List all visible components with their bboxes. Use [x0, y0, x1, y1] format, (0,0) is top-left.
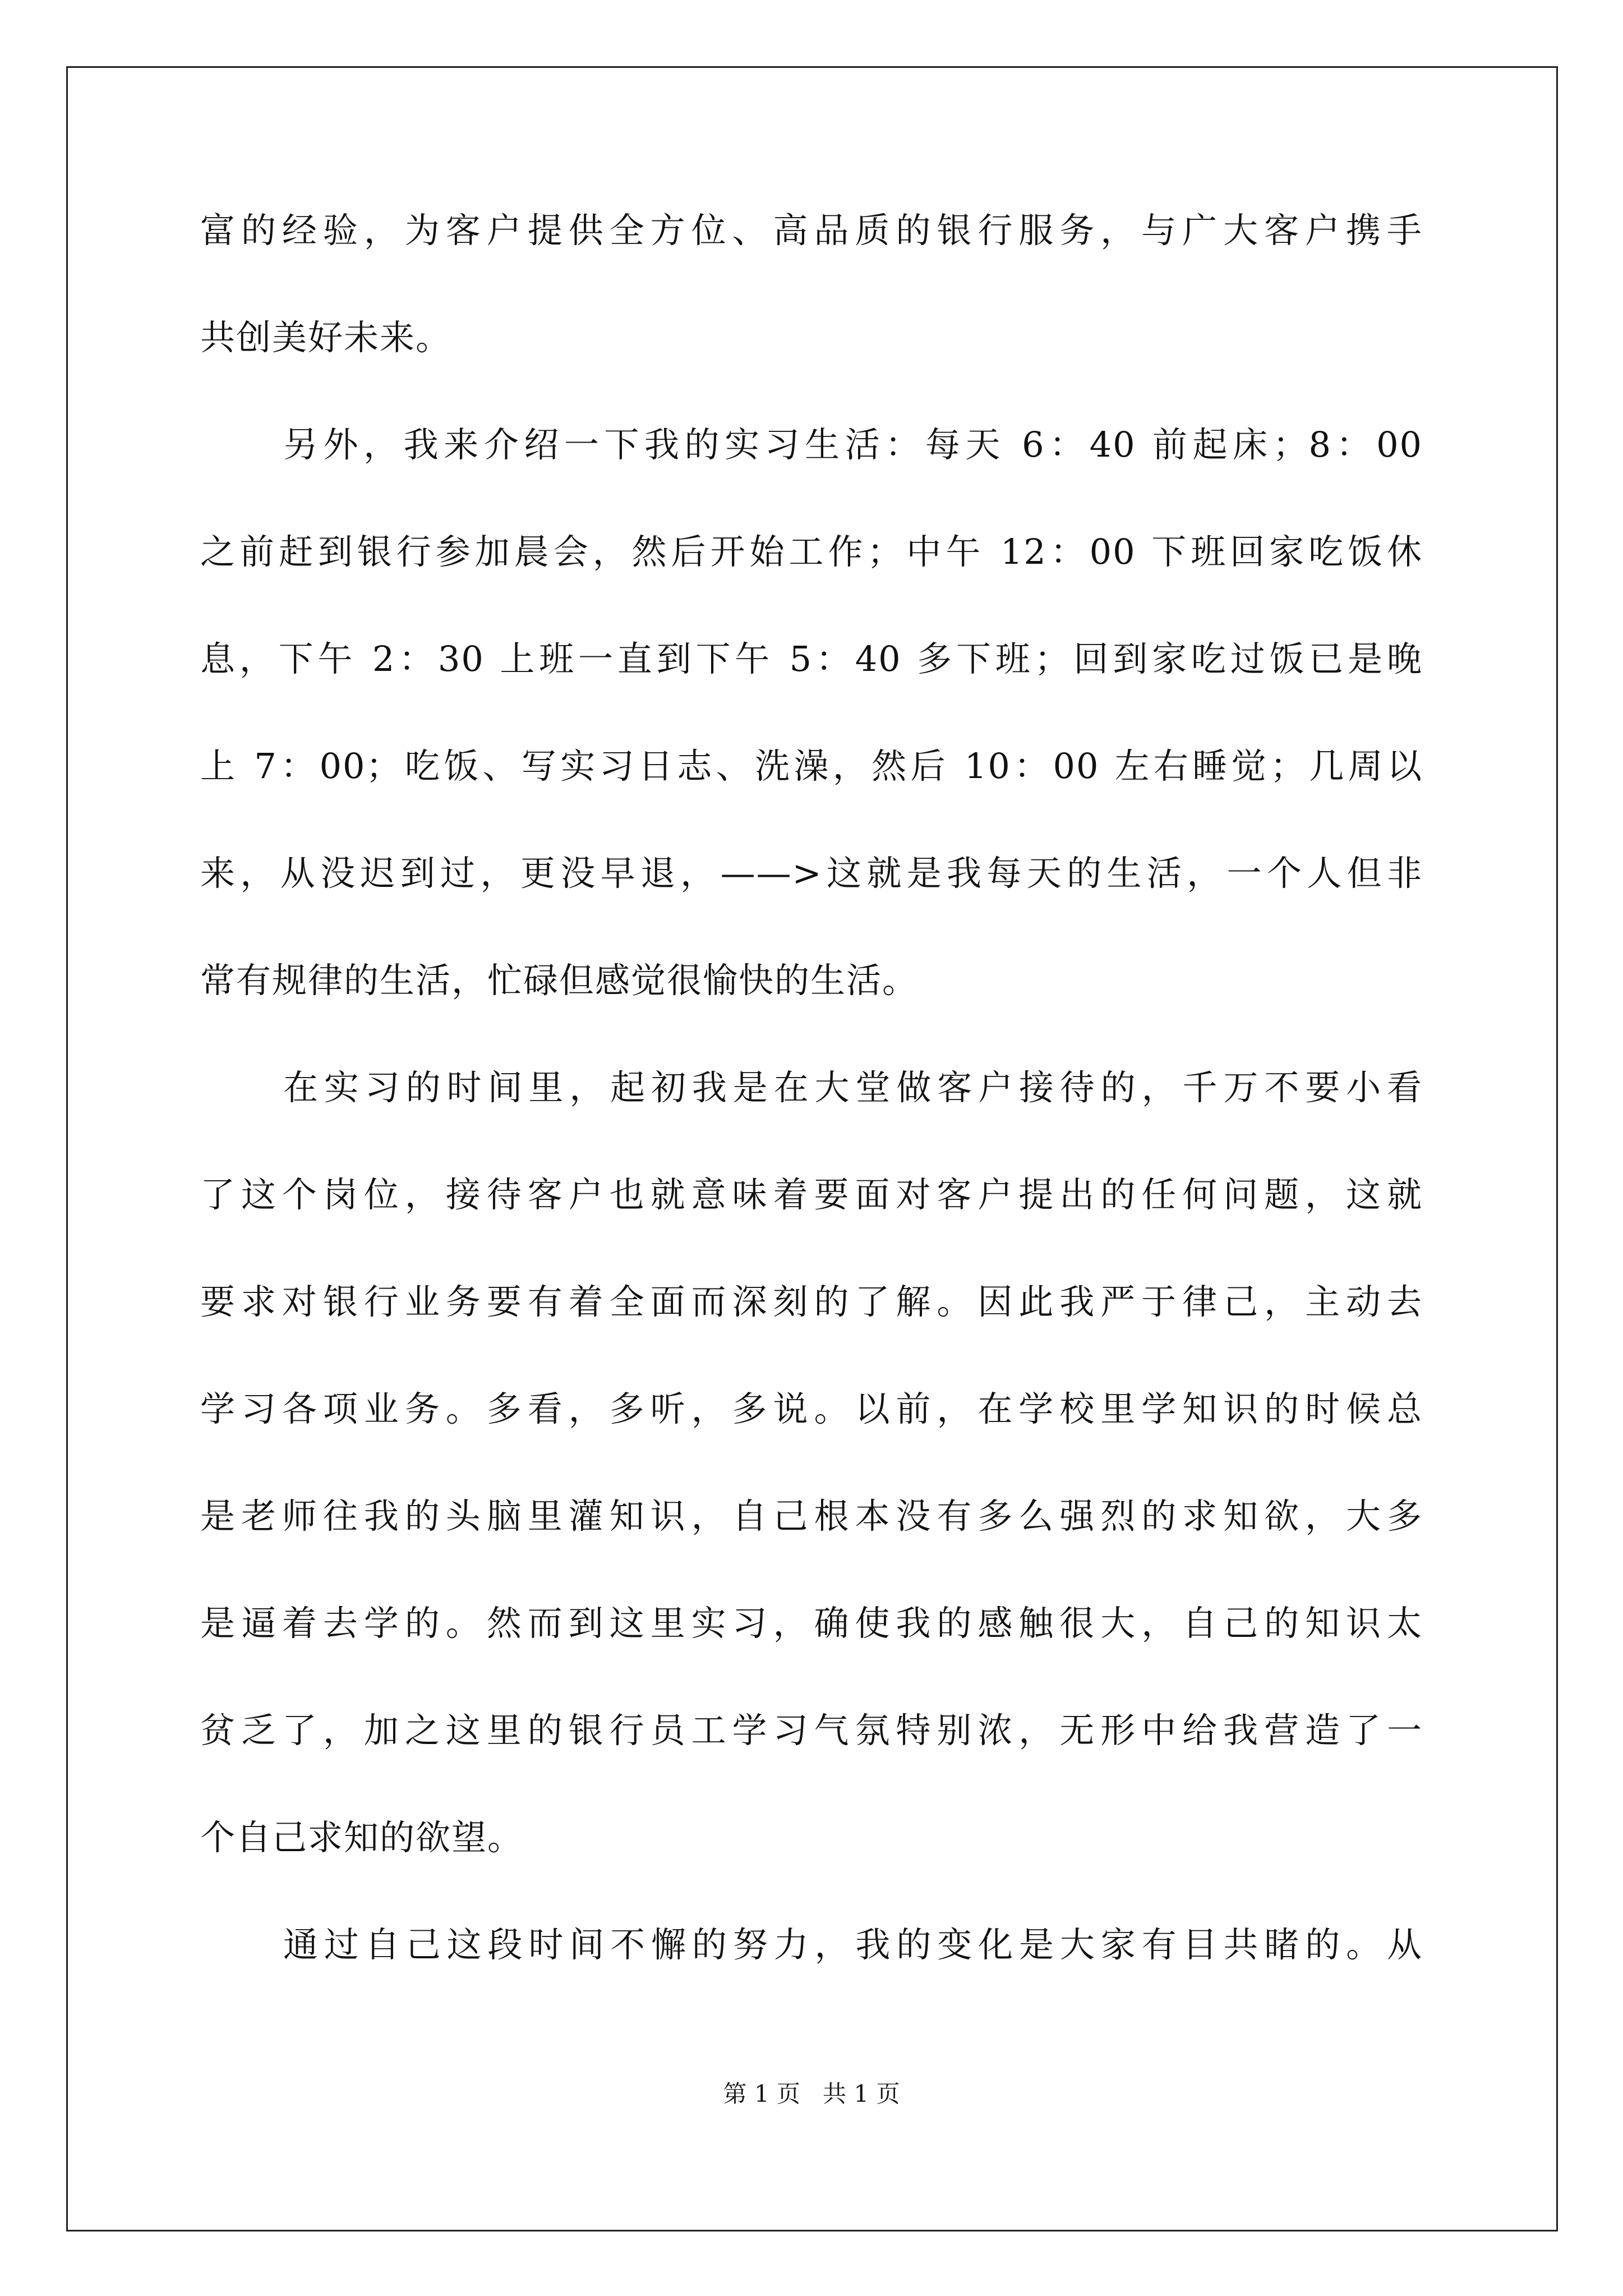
text-line: 学习各项业务。多看，多听，多说。以前，在学校里学知识的时候总	[200, 1388, 1423, 1429]
text-line: 共创美好未来。	[200, 317, 452, 358]
text-line: 要求对银行业务要有着全面而深刻的了解。因此我严于律己，主动去	[200, 1281, 1423, 1322]
text-line: 来，从没迟到过，更没早退，——>这就是我每天的生活，一个人但非	[200, 853, 1423, 894]
text-line: 个自己求知的欲望。	[200, 1817, 524, 1858]
paragraph-first-line: 在实习的时间里，起初我是在大堂做客户接待的，千万不要小看	[283, 1067, 1423, 1108]
text-line: 是老师往我的头脑里灌知识，自己根本没有多么强烈的求知欲，大多	[200, 1496, 1423, 1536]
text-line: 常有规律的生活，忙碌但感觉很愉快的生活。	[200, 960, 919, 1001]
text-line: 上 7：00；吃饭、写实习日志、洗澡，然后 10：00 左右睡觉；几周以	[200, 746, 1423, 786]
text-line: 之前赶到银行参加晨会，然后开始工作；中午 12：00 下班回家吃饭休	[200, 531, 1423, 572]
text-line: 是逼着去学的。然而到这里实习，确使我的感触很大，自己的知识太	[200, 1603, 1423, 1644]
paragraph-first-line: 另外，我来介绍一下我的实习生活：每天 6：40 前起床；8：00	[283, 424, 1423, 465]
text-line: 富的经验，为客户提供全方位、高品质的银行服务，与广大客户携手	[200, 210, 1423, 251]
text-line: 贫乏了，加之这里的银行员工学习气氛特别浓，无形中给我营造了一	[200, 1710, 1423, 1751]
page-number-footer: 第 1 页 共 1 页	[723, 2080, 900, 2108]
document-body	[200, 210, 1423, 2035]
text-line: 息，下午 2：30 上班一直到下午 5：40 多下班；回到家吃过饭已是晚	[200, 638, 1423, 679]
text-line: 了这个岗位，接待客户也就意味着要面对客户提出的任何问题，这就	[200, 1174, 1423, 1215]
paragraph-first-line: 通过自己这段时间不懈的努力，我的变化是大家有目共睹的。从	[283, 1924, 1423, 1965]
